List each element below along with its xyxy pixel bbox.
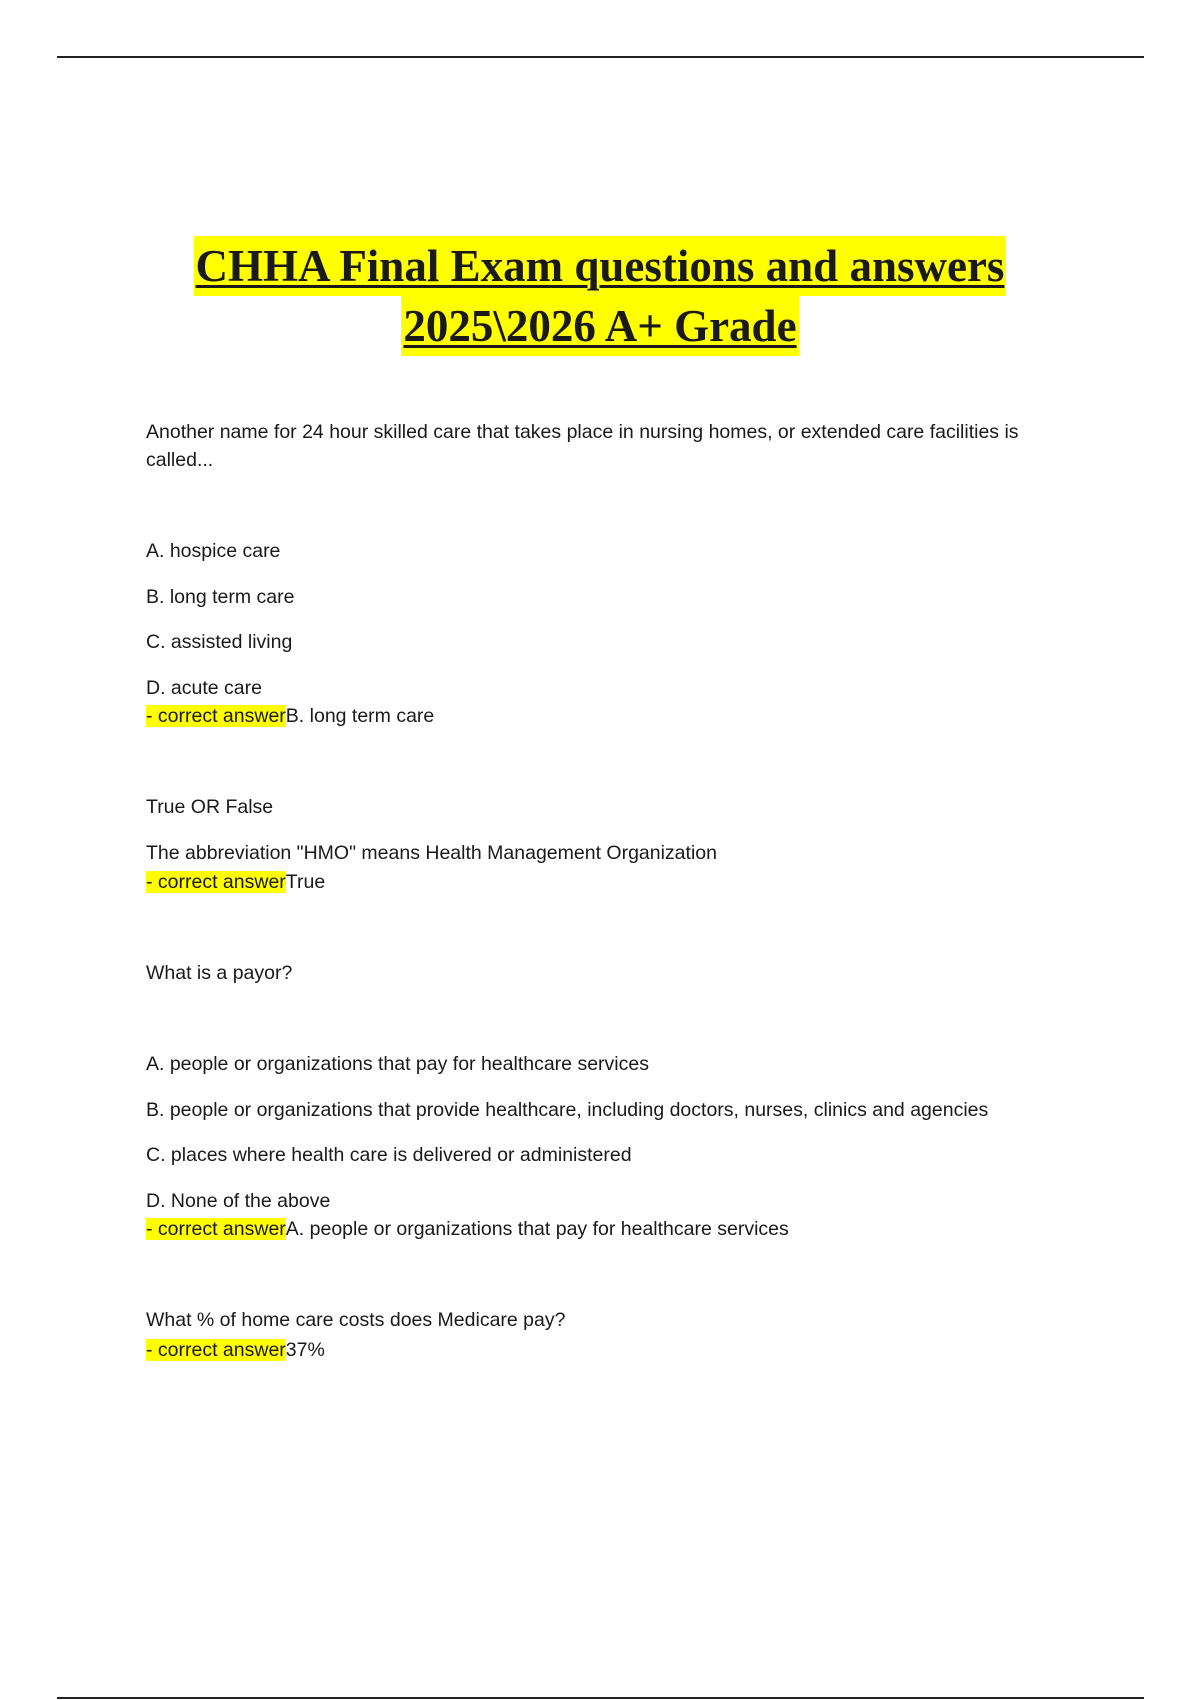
question-3-option-c: C. places where health care is delivered or administered: [146, 1144, 632, 1166]
question-1-answer: [146, 702, 434, 730]
question-3-option-a: A. people or organizations that pay for healthcare services: [146, 1053, 649, 1075]
question-3-prompt: What is a payor?: [146, 962, 293, 984]
document-title: [0, 236, 1200, 356]
question-3-answer: [146, 1215, 789, 1243]
answer-text: B. long term care: [285, 705, 435, 727]
title-line-1: CHHA Final Exam questions and answers: [194, 236, 1007, 296]
question-1-option-a: A. hospice care: [146, 540, 281, 562]
answer-text: 37%: [285, 1339, 325, 1361]
question-4-prompt: What % of home care costs does Medicare pay?: [146, 1309, 566, 1331]
answer-text: A. people or organizations that pay for healthcare services: [285, 1218, 789, 1240]
question-1-option-b: B. long term care: [146, 586, 295, 608]
correct-answer-highlight: - correct answer: [146, 1218, 286, 1240]
header-rule: [57, 56, 1144, 58]
question-1-prompt: Another name for 24 hour skilled care that takes place in nursing homes, or extended care facilities is called...: [146, 421, 1019, 471]
correct-answer-highlight: - correct answer: [146, 705, 286, 727]
title-line-2: 2025\2026 A+ Grade: [401, 296, 798, 356]
question-2-answer: [146, 868, 325, 896]
correct-answer-highlight: - correct answer: [146, 871, 286, 893]
question-3-option-b: B. people or organizations that provide healthcare, including doctors, nurses, clinics and agencies: [146, 1099, 989, 1121]
question-2-prompt: The abbreviation "HMO" means Health Management Organization: [146, 842, 717, 864]
question-3-option-d: D. None of the above: [146, 1190, 331, 1212]
answer-text: True: [285, 871, 326, 893]
question-4-answer: [146, 1336, 325, 1364]
question-1-option-c: C. assisted living: [146, 631, 293, 653]
question-2-label: True OR False: [146, 796, 274, 818]
footer-rule: [57, 1697, 1144, 1699]
correct-answer-highlight: - correct answer: [146, 1339, 286, 1361]
question-1-option-d: D. acute care: [146, 677, 262, 699]
